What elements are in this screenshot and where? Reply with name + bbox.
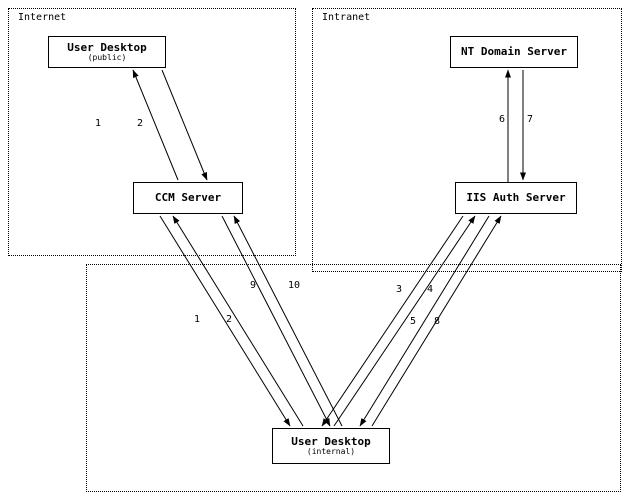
arrow-label-5: 5 <box>410 316 417 327</box>
node-ccm-server[interactable] <box>133 182 243 214</box>
arrow-label-7: 7 <box>527 114 534 125</box>
node-title: NT Domain Server <box>461 44 567 58</box>
node-user-desktop-internal[interactable] <box>272 428 390 464</box>
zone-label-intranet: Intranet <box>322 12 371 23</box>
arrow-label-2-internal: 2 <box>226 314 233 325</box>
node-iis-auth-server[interactable] <box>455 182 577 214</box>
arrow-label-8: 8 <box>434 316 441 327</box>
arrow-label-10: 10 <box>288 280 301 291</box>
arrow-label-6: 6 <box>499 114 506 125</box>
node-title: User Desktop <box>67 40 147 54</box>
node-subtitle: (public) <box>87 52 127 62</box>
arrow-label-1-public: 1 <box>95 118 102 129</box>
node-title: User Desktop <box>291 434 371 448</box>
arrow-label-3: 3 <box>396 284 403 295</box>
node-nt-domain-server[interactable] <box>450 36 578 68</box>
zone-label-internet: Internet <box>18 12 67 23</box>
node-user-desktop-public[interactable] <box>48 36 166 68</box>
node-title: IIS Auth Server <box>466 190 566 204</box>
arrow-label-9: 9 <box>250 280 257 291</box>
arrow-label-2-public: 2 <box>137 118 144 129</box>
node-title: CCM Server <box>154 190 222 204</box>
arrow-label-4: 4 <box>427 284 434 295</box>
node-subtitle: (internal) <box>306 446 356 456</box>
arrow-label-1-internal: 1 <box>194 314 201 325</box>
